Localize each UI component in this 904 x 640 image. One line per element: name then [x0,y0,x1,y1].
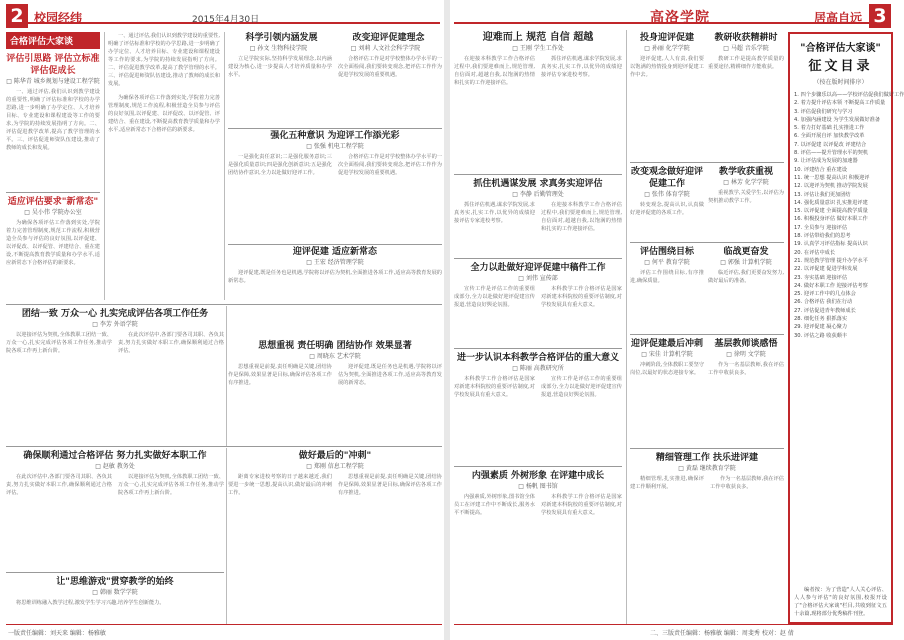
article-body: 在此次评估中,各部门要各司其职、各负其责,努力扎实做好本职工作,确保顺利通过合格评估。 [6,474,112,496]
article-byline: □ 徐明 文学院 [726,351,766,358]
article-title: 投身迎评促建 [639,33,694,43]
essay-list-item: 24. 做好本职工作 迎接评估考察 [794,282,868,289]
divider [228,128,442,129]
essay-list-item: 14. 强化质量意识 扎实推进评建 [794,199,868,206]
article-body-continued: 合格评估工作是对学校整体办学水平的一次全面检阅,我们要转变观念,把评估工作作为促进学校发展的重要机遇。 [338,154,442,176]
section-title: 居高自远 [814,11,863,25]
article-body: 立足学院实际,坚持科学发展理念,以内涵建设为核心,进一步提高人才培养质量和办学水平。 [228,56,332,78]
article-byline: □ 刘莉 人文社会科学学院 [350,45,421,52]
article-byline: □ 郭强 计算机学院 [720,259,772,266]
article-body: 合格评估工作是对学校整体办学水平的一次全面检阅,我们要转变观念,把评估工作作为促进学校发展的重要机遇。 [338,56,442,78]
essay-list-item: 26. 合格评估 我们在行动 [794,299,853,306]
article-byline: □ 韩丽 数学学院 [92,589,138,596]
article [6,450,224,570]
divider [6,304,442,305]
divider [454,466,622,467]
article-body: 将思维训练融入教学过程,激发学生学习兴趣,培养学生创新能力。 [16,600,165,606]
article [708,166,784,240]
essay-list-item: 9. 让评估成为发展的加速器 [794,158,858,165]
article-title: 迎难而上 规范 自信 超越 [482,32,594,43]
article-byline: □ 刘伟 宣传部 [518,275,558,282]
issue-date: 2015年4月30日 [192,15,260,25]
article-body: 内强素质,外树形象,图书馆全体员工在评建工作中不断成长,服务水平不断提高。 [454,494,535,516]
essay-list-item: 1. 四个步骤乐以高——学校评估促我们做好工作 [794,92,904,98]
article [228,450,442,624]
article-body-continued: 为确保各项评估工作落到实处,学院着力完善管理制度,规范工作流程,积极营造全员参与评估的良好氛围,以评促建、以评促改、以评促管、评建结合、重在建设,不断提高教育教学质量和办学水平,适应新常态下合格评估的新要求。 [108,95,220,133]
article-title: 适应评估要求"新常态" [7,197,99,207]
essay-list-item: 11. 统一思想 提高认识 积极迎评 [794,174,870,181]
essay-list-item: 4. 加强内涵建设 为学生发展做好准备 [794,116,881,123]
left-masthead [6,4,440,27]
article [454,262,622,344]
article-title: 改变观念做好迎评促建工作 [630,167,703,189]
article-body: 教研工作是提高教学质量的重要途径,精耕细作方能收获。 [708,56,784,70]
article-body: 一、通过评估,我们认识到教学建设的重要性,明确了评估标准和学校的办学思路,进一步明确了办学定位、人才培养目标、专业建设和课程建设等工作的要求,为学院的持续发展指明了方向。二、评估促进教学改革,提高了教学管理的水平。三、评估促进师资队伍建设,推动了教师的成长和发展。 [6,89,100,151]
article-title: 全力以赴做好迎评促建中稿件工作 [470,263,606,273]
article-body-continued: 思想重视是前提,责任明确是关键,团结协作是保障,效果显著是目标,确保评估各项工作有序推进。 [338,474,442,496]
essay-list-item: 27. 评估促进青年教师成长 [794,307,856,314]
article-body: 一是强化责任意识;二是强化服务意识;三是强化质量意识;四是强化创新意识;五是强化团结协作意识,全力以赴做好迎评工作。 [228,154,332,176]
article-body-continued: 作为一名基层教师,我在评估工作中收获良多。 [710,476,784,490]
footer-rule [454,624,893,625]
article [228,340,442,440]
article-body-continued: 宣传工作是评估工作的重要组成部分,全力以赴做好迎评促建宣传报道,营造良好舆论氛围。 [541,376,622,398]
essay-list-item: 30. 评估之路 收获颇丰 [794,332,848,339]
essay-list-item: 29. 迎评促建 凝心聚力 [794,324,848,331]
article [630,246,704,330]
article [630,166,704,240]
article-byline: □ 孙文 生物科技学院 [249,45,308,52]
article-body: 为确保各项评估工作落到实处,学院着力完善管理制度,规范工作流程,积极营造全员参与评估的良好氛围,以评促建、以评促改、以评促管、评建结合、重在建设,不断提高教育教学质量和办学水平,适应新常态下合格评估的新要求。 [6,220,100,266]
article-byline: □ 黄磊 继续教育学院 [678,465,736,472]
divider [630,162,784,163]
article-byline: □ 宋佳 计算机学院 [641,351,693,358]
article-byline: □ 张伟 体育学院 [644,191,690,198]
column-rule [224,32,225,300]
divider [454,258,622,259]
essay-list-item: 6. 全面开展自评 加快教学改革 [794,133,865,140]
article-body: 迎评促建,既是任务也是机遇,学院将以评估为契机,全面推进各项工作,适应高等教育发展的新常态。 [228,270,442,284]
article-title: 思想重视 责任明确 团结协作 效果显著 [258,341,412,351]
article-title: 让"思维游戏"贯穿教学的始终 [56,577,174,587]
page-number: 3 [869,4,891,28]
article-body: 作为一名基层教师,我在评估工作中收获良多。 [708,362,784,376]
essay-list-item: 17. 全员参与 迎接评估 [794,224,848,231]
divider [630,448,784,449]
footer-rule [6,624,442,625]
article [6,196,100,300]
divider [630,242,784,243]
right-page [450,0,904,640]
right-masthead [454,4,891,27]
article-title: 基层教师谈感悟 [714,339,778,349]
page-number: 2 [6,4,28,28]
article [708,338,784,444]
article [454,470,622,622]
article [708,246,784,330]
article-byline: □ 李芳 外语学院 [92,321,138,328]
article-body-continued: 在迎接本科教学工作合格评估过程中,我们要迎难而上,规范管理,自信面对,超越自我,以饱满的热情和扎实的工作迎接评估。 [541,202,622,232]
article-byline: □ 王宏 经济管理学院 [306,259,364,266]
article [6,576,224,624]
article-byline: □ 杨帆 图书馆 [518,483,558,490]
article-title: 强化五种意识 为迎评工作添光彩 [270,131,400,141]
article-body: 精细管理,扎实推进,确保评建工作顺利开展。 [630,476,704,490]
article-title: 抓住机遇谋发展 求真务实迎评估 [473,179,603,189]
article [6,32,100,192]
divider [454,348,622,349]
divider [630,334,784,335]
article-body: 重视教学,关爱学生,以评估为契机推动教学工作。 [708,190,784,204]
article-byline: □ 林芳 化学学院 [723,179,769,186]
essay-list-item: 21. 规范教学管理 提升办学水平 [794,257,868,264]
article-byline: □ 吴小伟 学院办公室 [24,209,82,216]
editor-note: 编者按：为了营造"人人关心评估、人人参与评估"的良好氛围,校报开设了"合格评估大家谈"栏目,共收到征文五十余篇,现将部分优秀稿件刊登。 [794,587,887,617]
article-body: 迎评促建,人人有责,我们要以饱满的热情投身到迎评促建工作中去。 [630,56,704,78]
article-body-continued: 抓住评估机遇,谋求学院发展,求真务实,扎实工作,以优异的成绩迎接评估专家进校考察。 [541,56,622,78]
article-body: 评估工作围绕目标,有序推进,确保质量。 [630,270,704,284]
article-body-continued: 在此次评估中,各部门要各司其职、各负其责,努力扎实做好本职工作,确保顺利通过合格评估。 [118,332,224,354]
article [454,178,622,254]
article-body-continued: 本科教学工作合格评估是国家对新建本科院校的重要评估制度,对学校发展具有重大意义。 [541,494,622,516]
newspaper-brand: 高洛学院 [650,10,710,26]
essay-list-item: 8. 评估——提升管理水平的契机 [794,150,869,157]
article-title: 确保顺利通过合格评估 努力扎实做好本职工作 [23,451,207,461]
article-body-continued: 一、通过评估,我们认识到教学建设的重要性,明确了评估标准和学校的办学思路,进一步明确了办学定位、人才培养目标、专业建设和课程建设等工作的要求,为学院的持续发展指明了方向。二、评估促进教学改革,提高了教学管理的水平。三、评估促进师资队伍建设,推动了教师的成长和发展。 [108,33,220,87]
article-body: 转变观念,提高认识,认真做好迎评促建的各项工作。 [630,202,704,216]
box-title: 征文目录 [808,59,873,74]
essay-list-item: 18. 评估带给我们的思考 [794,233,851,240]
article-body-continued: 以迎接评估为契机,全体教职工团结一致、万众一心,扎实完成评估各项工作任务,推动学院各项工作再上新台阶。 [118,474,224,496]
article-byline: □ 陈华青 城乡规划与建设工程学院 [6,78,100,85]
article-title: 做好最后的"冲刺" [298,451,372,461]
divider [6,192,100,193]
essay-list-item: 16. 积极投身评估 做好本职工作 [794,216,868,223]
column-rule [226,306,227,446]
article-title: 评估引思路 评估立标准 评估促成长 [6,54,100,76]
article-body: 以迎接评估为契机,全体教职工团结一致、万众一心,扎实完成评估各项工作任务,推动学院各项工作再上新台阶。 [6,332,112,354]
article-byline: □ 马超 音乐学院 [723,45,769,52]
divider [6,446,442,447]
article-body: 本科教学工作合格评估是国家对新建本科院校的重要评估制度,对学校发展具有重大意义。 [454,376,535,398]
essay-list-item: 25. 迎评工作中的几点体会 [794,291,856,298]
article [228,246,442,304]
article-byline: □ 陈丽 高教研究所 [512,365,564,372]
article-body: 临近评估,我们更要奋发努力,做好最后的准备。 [708,270,784,284]
feature-banner: 合格评估大家谈 [6,32,100,49]
article-body: 在迎接本科教学工作合格评估过程中,我们要迎难而上,规范管理,自信面对,超越自我,以饱满的热情和扎实的工作迎接评估。 [454,56,535,86]
essay-list-item: 20. 在评估中成长 [794,249,836,256]
left-page [0,0,444,640]
article-title: 临战更奋发 [723,247,769,257]
page-footer: 一版责任编辑：刘天来 编辑：杨雅敏 [8,630,106,637]
article-body: 思想重视是前提,责任明确是关键,团结协作是保障,效果显著是目标,确保评估各项工作有序推进。 [228,364,332,386]
article-byline: □ 赵敏 教务处 [95,463,135,470]
essay-list-item: 7. 以评促建 以评促改 评建结合 [794,141,867,148]
article-title: 内强素质 外树形象 在评建中成长 [471,471,605,481]
essay-list-item: 12. 以迎评为契机 推动学院发展 [794,183,868,190]
article-body-continued: 迎评促建,既是任务也是机遇,学院将以评估为契机,全面推进各项工作,适应高等教育发展的新常态。 [338,364,442,386]
column-rule [626,30,627,624]
essay-list-item: 3. 评估促我们研究与学习 [794,108,853,115]
article-body: 宣传工作是评估工作的重要组成部分,全力以赴做好迎评促建宣传报道,营造良好舆论氛围。 [454,286,535,308]
article-title: 教学收获重视 [718,167,773,177]
essay-index-box [788,32,904,624]
essay-list-item: 28. 细化任务 狠抓落实 [794,316,848,323]
article-title: 科学引领内涵发展 [245,33,318,43]
article [454,352,622,462]
article-byline: □ 王刚 学生工作处 [512,45,564,52]
article [630,452,784,622]
essay-list-item: 15. 以评促建 全面提高教学质量 [794,208,868,215]
article-title: 教研收获精耕时 [714,33,778,43]
article [108,32,220,300]
article-byline: □ 张强 机电工程学院 [306,143,364,150]
article-byline: □ 李静 后勤管理处 [512,191,564,198]
article-byline: □ 周晓东 艺术学院 [309,353,361,360]
essay-list-item: 22. 以评促建 促进学科发展 [794,266,858,273]
article-body: 距离专家进校考察的日子越来越近,我们要进一步统一思想,提高认识,做好最后的冲刺工作。 [228,474,332,496]
article [630,338,704,444]
box-title: "合格评估大家谈" [800,43,881,54]
article [228,130,442,240]
essay-list-item: 10. 评建结合 重在建设 [794,166,848,173]
article [708,32,784,160]
essay-list-item: 2. 着力提升评估本领 不断提高工作质量 [794,100,886,107]
essay-list-item: 23. 夯实基础 迎接评估 [794,274,848,281]
column-rule [226,448,227,624]
column-rule [104,32,105,300]
article-body: 抓住评估机遇,谋求学院发展,求真务实,扎实工作,以优异的成绩迎接评估专家进校考察。 [454,202,535,224]
article-body-continued: 本科教学工作合格评估是国家对新建本科院校的重要评估制度,对学校发展具有重大意义。 [541,286,622,308]
essay-list-item: 5. 着力打好基础 扎实推进工作 [794,125,865,132]
article-title: 团结一致 万众一心 扎实完成评估各项工作任务 [21,309,209,319]
page-footer: 二、三版责任编辑：杨雅敏 编辑：周斐秀 校对：赵 倩 [650,630,794,637]
article-title: 进一步认识本科教学合格评估的重大意义 [456,353,619,363]
essay-list-item: 13. 评估让我们更加团结 [794,191,851,198]
article [454,32,622,172]
article-byline: □ 何平 教育学院 [644,259,690,266]
article-body: 冲刺阶段,全体教职工要坚守岗位,以最好的状态迎接专家。 [630,362,704,376]
divider [454,174,622,175]
essay-list-item: 19. 认真学习评估指标 提高认识 [794,241,868,248]
article-title: 评估围绕目标 [639,247,694,257]
article-byline: □ 郑刚 信息工程学院 [306,463,364,470]
article [6,308,224,418]
divider [6,572,224,573]
box-subtitle: （按在版时间排序） [813,79,868,86]
divider [228,244,442,245]
article-title: 精细管理工作 扶乐进评建 [655,453,759,463]
article [630,32,704,160]
essay-list [790,91,904,340]
article-title: 改变迎评促建理念 [352,33,425,43]
article-title: 迎评促建 适应新常态 [292,247,378,257]
section-title: 校园经纬 [34,11,83,25]
article [228,32,442,126]
article-title: 迎评促建最后冲刺 [630,339,703,349]
article-byline: □ 孙丽 化学学院 [644,45,690,52]
